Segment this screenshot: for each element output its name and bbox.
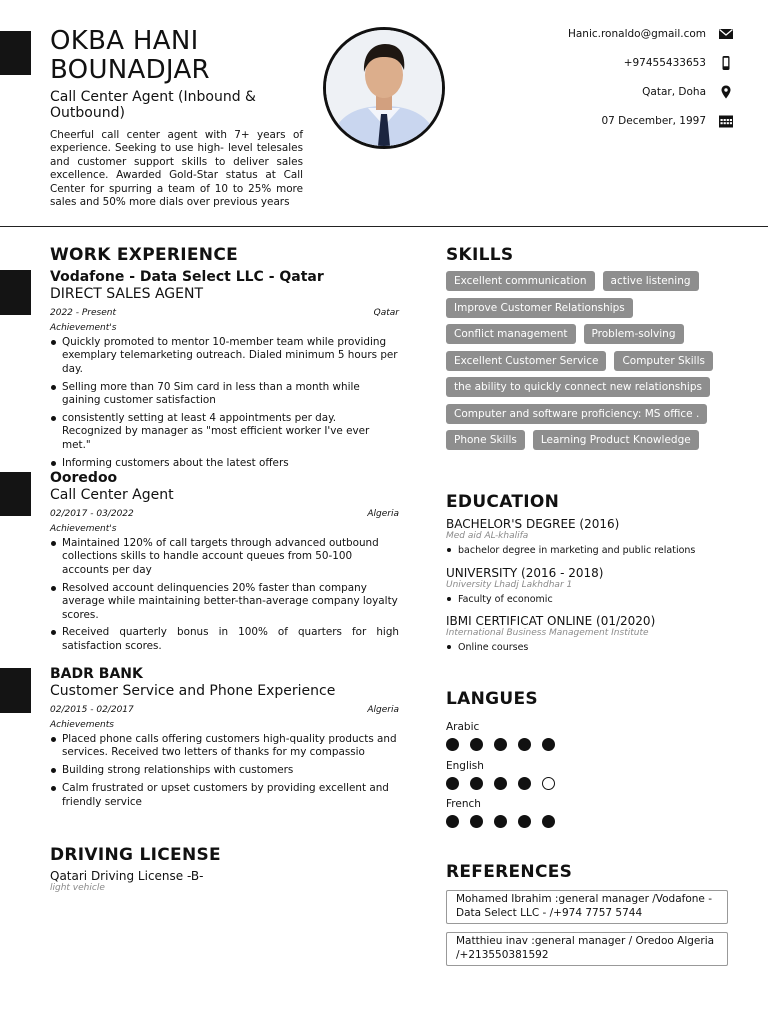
level-dot-filled [494,815,507,828]
job-location: Algeria [367,705,399,715]
references-heading: REFERENCES [446,862,573,882]
job-dates: 02/2017 - 03/2022 [50,509,134,519]
job-badr-bank [50,666,399,814]
job-role: Customer Service and Phone Experience [50,683,336,699]
achievement-list [50,733,399,809]
license-detail: light vehicle [50,883,105,893]
language-level-dots [446,738,646,751]
skill-row [446,404,736,424]
license-name: Qatari Driving License -B- [50,869,204,883]
level-dot-filled [518,777,531,790]
email-text[interactable]: Hanic.ronaldo@gmail.com [567,28,706,40]
list-item: Maintained 120% of call targets through advanced outbound collections skills to handle account queues from 50-100 accounts per day [50,537,399,577]
section-marker [0,31,31,75]
language-name: English [446,760,484,772]
job-title: Call Center Agent (Inbound & Outbound) [50,89,256,121]
section-marker [0,668,31,713]
contact-email[interactable] [434,27,734,43]
skill-row [446,377,736,397]
level-dot-filled [446,738,459,751]
education-item [446,614,746,654]
language-name: French [446,798,481,810]
job-dates: 02/2015 - 02/2017 [50,705,134,715]
person-portrait-icon [326,30,442,146]
list-item: Received quarterly bonus in 100% of quarters for high satisfaction scores. [50,626,399,653]
calendar-icon [718,114,734,128]
list-item: Building strong relationships with customers [50,764,399,777]
skill-tag: the ability to quickly connect new relationships [446,377,710,397]
language-name: Arabic [446,721,480,733]
level-dot-filled [446,815,459,828]
language-item [446,798,646,828]
job-role: Call Center Agent [50,487,174,503]
profile-summary: Cheerful call center agent with 7+ years of experience. Seeking to use high- level telesales and customer support skills to deliver sales excellence. Awarded Gold-Star status at Call Center for spurring a team of 10 to 25% more sales and 50% more dials over previous years [50,129,303,209]
degree-title: BACHELOR'S DEGREE (2016) [446,517,620,531]
level-dot-filled [470,777,483,790]
level-dot-empty [542,777,555,790]
name-line-1: OKBA HANI [50,26,199,56]
education-heading: EDUCATION [446,492,560,512]
birthdate-text: 07 December, 1997 [601,115,706,127]
level-dot-filled [518,815,531,828]
envelope-icon [718,27,734,41]
skills-tags [446,271,736,457]
skill-tag: Improve Customer Relationships [446,298,633,318]
skill-row [446,324,736,344]
skill-tag: active listening [603,271,699,291]
language-level-dots [446,815,646,828]
header-divider [0,226,768,227]
location-text: Qatar, Doha [642,86,706,98]
skill-tag: Computer and software proficiency: MS office . [446,404,707,424]
phone-text[interactable]: +97455433653 [623,57,706,69]
job-dates: 2022 - Present [50,308,116,318]
profile-photo [323,27,445,149]
phone-icon [718,56,734,70]
language-item [446,760,646,790]
job-company: Vodafone - Data Select LLC - Qatar [50,269,324,285]
language-item [446,721,646,751]
education-item [446,517,746,557]
degree-title: IBMI CERTIFICAT ONLINE (01/2020) [446,614,656,628]
location-pin-icon [718,85,734,99]
list-item: Calm frustrated or upset customers by providing excellent and friendly service [50,782,399,809]
contact-birthdate [434,114,734,130]
reference-card: Matthieu inav :general manager / Oredoo Algeria /+213550381592 [446,932,728,966]
achievement-list [50,336,399,470]
institution: Med aid AL-khalifa [446,531,529,541]
job-company: Ooredoo [50,470,118,486]
job-company: BADR BANK [50,666,143,682]
skill-row [446,298,736,318]
section-marker [0,270,31,315]
driving-license-heading: DRIVING LICENSE [50,845,221,865]
level-dot-filled [542,738,555,751]
job-meta [50,308,399,319]
skill-tag: Phone Skills [446,430,525,450]
languages-heading: LANGUES [446,689,538,709]
skill-tag: Computer Skills [614,351,713,371]
contact-location [434,85,734,101]
job-location: Algeria [367,509,399,519]
list-item: consistently setting at least 4 appointments per day. Recognized by manager as "most efficient worker I've ever met." [50,412,399,452]
level-dot-filled [518,738,531,751]
education-item [446,566,746,606]
job-meta [50,509,399,520]
education-detail: Faculty of economic [446,593,746,606]
skill-row [446,351,736,371]
job-role: DIRECT SALES AGENT [50,286,204,302]
list-item: Resolved account delinquencies 20% faster than company average while maintaining better-than-average company loyalty scores. [50,582,399,622]
section-marker [0,472,31,516]
level-dot-filled [494,777,507,790]
skill-tag: Problem-solving [584,324,684,344]
level-dot-filled [470,815,483,828]
list-item: Selling more than 70 Sim card in less than a month while gaining customer satisfaction [50,381,399,408]
level-dot-filled [542,815,555,828]
job-location: Qatar [373,308,399,318]
reference-card: Mohamed Ibrahim :general manager /Vodafone - Data Select LLC - /+974 7757 5744 [446,890,728,924]
education-detail: bachelor degree in marketing and public relations [446,544,746,557]
education-detail: Online courses [446,641,746,654]
name-line-2: BOUNADJAR [50,55,210,85]
skill-tag: Learning Product Knowledge [533,430,699,450]
achievement-list [50,537,399,653]
list-item: Quickly promoted to mentor 10-member team while providing exemplary telemarketing outreach. Dialed minimum 5 hours per day. [50,336,399,376]
level-dot-filled [446,777,459,790]
achievements-label: Achievement's [50,323,117,333]
level-dot-filled [494,738,507,751]
list-item: Placed phone calls offering customers high-quality products and services. Received two letters of thanks for my compassio [50,733,399,760]
achievements-label: Achievement's [50,524,117,534]
driving-license [50,869,203,894]
list-item: Informing customers about the latest offers [50,457,399,470]
skill-row [446,430,736,450]
skill-tag: Excellent Customer Service [446,351,606,371]
language-level-dots [446,777,646,790]
work-experience-heading: WORK EXPERIENCE [50,245,239,265]
degree-title: UNIVERSITY (2016 - 2018) [446,566,604,580]
contact-phone[interactable] [434,56,734,72]
achievements-label: Achievements [50,720,114,730]
job-ooredoo [50,470,399,658]
institution: University Lhadj Lakhdhar 1 [446,580,573,590]
level-dot-filled [470,738,483,751]
job-vodafone [50,269,399,475]
job-meta [50,705,399,716]
candidate-name [50,27,210,85]
skills-heading: SKILLS [446,245,514,265]
skill-tag: Excellent communication [446,271,595,291]
skill-row [446,271,736,291]
skill-tag: Conflict management [446,324,576,344]
institution: International Business Management Institute [446,628,649,638]
